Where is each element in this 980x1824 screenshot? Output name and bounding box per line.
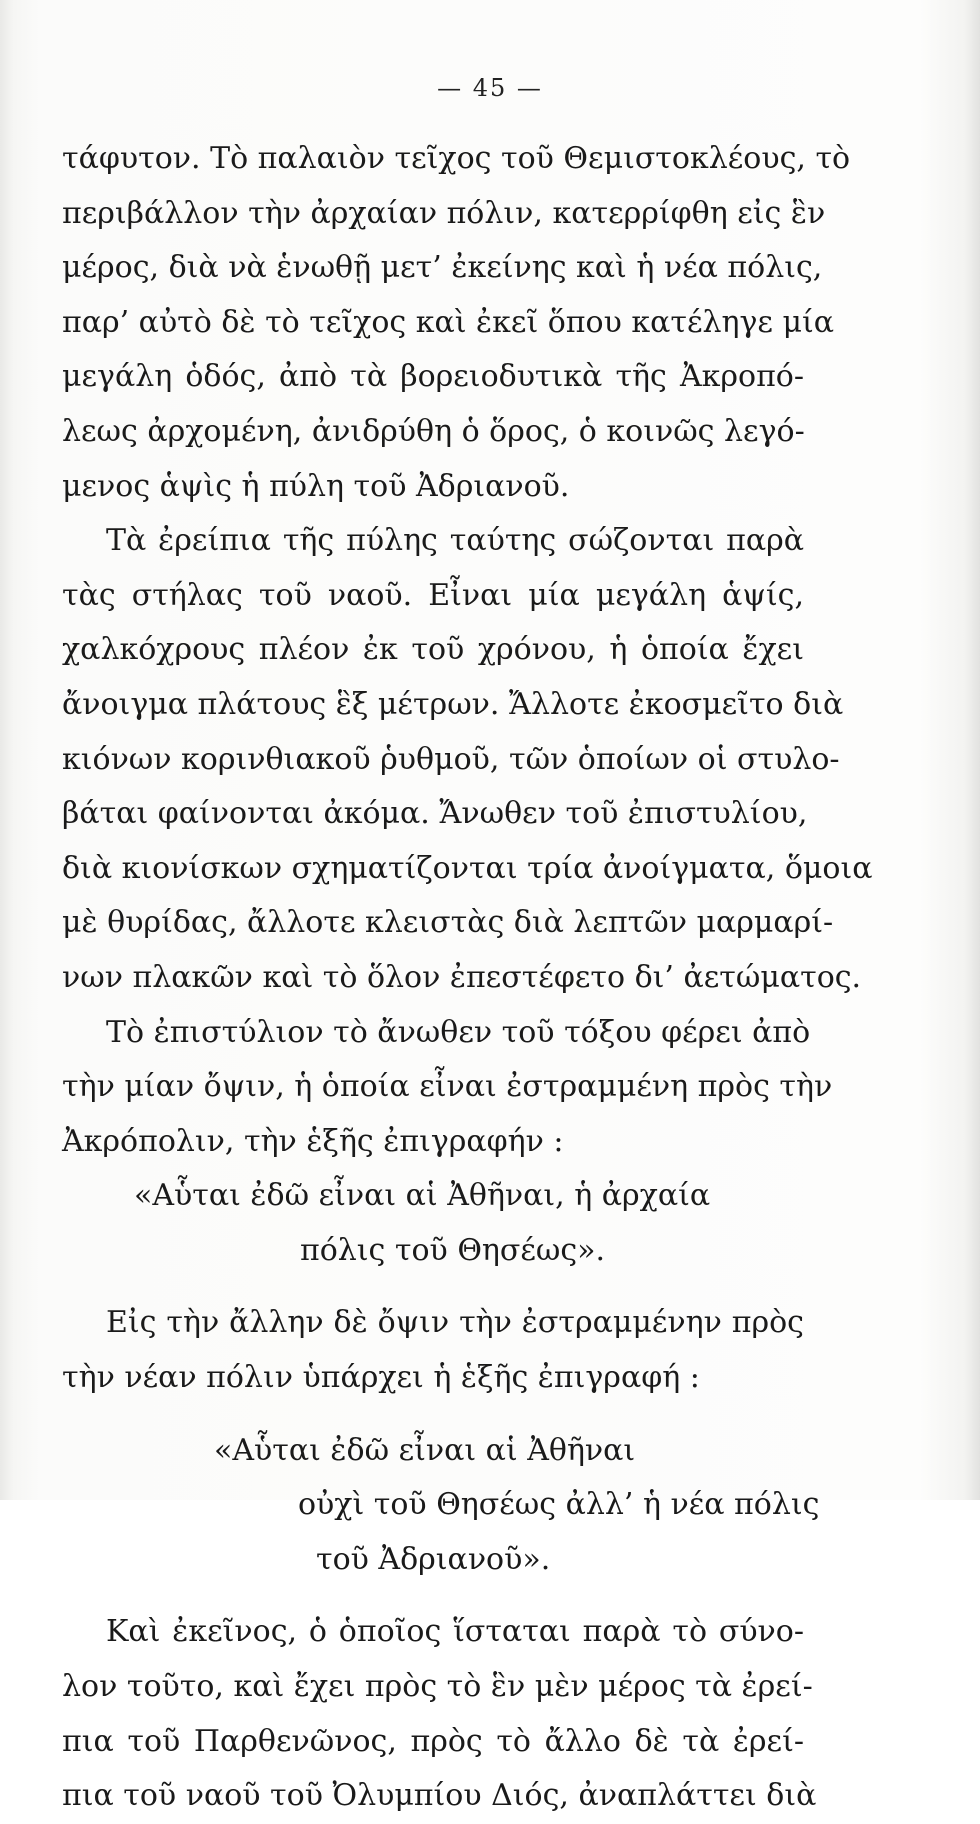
text-line: Τὰ ἐρείπια τῆς πύλης ταύτης σώζονται παρὰ xyxy=(106,523,804,559)
text-line: Εἰς τὴν ἄλλην δὲ ὄψιν τὴν ἐστραμμένην πρὸς xyxy=(106,1305,804,1341)
paragraph-1 xyxy=(62,132,851,514)
inscription-1 xyxy=(62,1169,804,1278)
quote-line: τοῦ Ἀδριανοῦ». xyxy=(316,1541,551,1577)
text-line: πια τοῦ ναοῦ τοῦ Ὀλυμπίου Διός, ἀναπλάττει διὰ xyxy=(62,1778,817,1814)
text-line: βάται φαίνονται ἀκόμα. Ἄνωθεν τοῦ ἐπιστυλίου, xyxy=(62,796,808,832)
body-text xyxy=(62,132,873,1824)
spacer xyxy=(62,1278,804,1296)
inscription-2 xyxy=(62,1424,820,1588)
text-line: παρ’ αὐτὸ δὲ τὸ τεῖχος καὶ ἐκεῖ ὅπου κατέληγε μία xyxy=(62,304,835,340)
quote-line: πόλις τοῦ Θησέως». xyxy=(300,1232,606,1268)
paragraph-3 xyxy=(62,1006,833,1170)
quote-line: «Αὗται ἐδῶ εἶναι αἱ Ἀθῆναι, ἡ ἀρχαία xyxy=(134,1178,711,1214)
text-line: νων πλακῶν καὶ τὸ ὅλον ἐπεστέφετο δι’ ἀετώματος. xyxy=(62,959,862,995)
paragraph-2 xyxy=(62,514,873,1005)
text-line: λεως ἀρχομένη, ἀνιδρύθη ὁ ὅρος, ὁ κοινῶς λεγό- xyxy=(62,413,805,449)
text-line: μὲ θυρίδας, ἄλλοτε κλειστὰς διὰ λεπτῶν μαρμαρί- xyxy=(62,905,834,941)
text-line: περιβάλλον τὴν ἀρχαίαν πόλιν, κατερρίφθη εἰς ἓν xyxy=(62,195,826,231)
text-line: Καὶ ἐκεῖνος, ὁ ὁποῖος ἵσταται παρὰ τὸ σύνο- xyxy=(106,1614,804,1650)
text-line: πια τοῦ Παρθενῶνος, πρὸς τὸ ἄλλο δὲ τὰ ἐρεί- xyxy=(62,1723,804,1759)
spacer xyxy=(62,1406,804,1424)
text-line: Τὸ ἐπιστύλιον τὸ ἄνωθεν τοῦ τόξου φέρει ἀπὸ xyxy=(106,1014,811,1050)
text-line: μέρος, διὰ νὰ ἑνωθῇ μετ’ ἐκείνης καὶ ἡ νέα πόλις, xyxy=(62,250,823,286)
spacer xyxy=(62,1587,804,1605)
text-line: μενος ἁψὶς ἡ πύλη τοῦ Ἀδριανοῦ. xyxy=(62,468,570,504)
paragraph-5 xyxy=(62,1605,817,1823)
text-line: κιόνων κορινθιακοῦ ῥυθμοῦ, τῶν ὁποίων οἱ στυλο- xyxy=(62,741,840,777)
text-line: τὴν μίαν ὄψιν, ἡ ὁποία εἶναι ἐστραμμένη πρὸς τὴν xyxy=(62,1069,833,1105)
quote-line: οὐχὶ τοῦ Θησέως ἀλλ’ ἡ νέα πόλις xyxy=(298,1487,820,1523)
text-line: τάφυτον. Τὸ παλαιὸν τεῖχος τοῦ Θεμιστοκλέους, τὸ xyxy=(62,141,851,176)
text-line: διὰ κιονίσκων σχηματίζονται τρία ἀνοίγματα, ὅμοια xyxy=(62,850,873,886)
text-line: λον τοῦτο, καὶ ἔχει πρὸς τὸ ἓν μὲν μέρος τὰ ἐρεί- xyxy=(62,1669,813,1705)
text-line: τὰς στήλας τοῦ ναοῦ. Εἶναι μία μεγάλη ἁψίς, xyxy=(62,577,804,613)
text-line: ἄνοιγμα πλάτους ἓξ μέτρων. Ἄλλοτε ἐκοσμεῖτο διὰ xyxy=(62,686,844,722)
text-line: Ἀκρόπολιν, τὴν ἑξῆς ἐπιγραφήν : xyxy=(62,1123,564,1159)
quote-line: «Αὗται ἐδῶ εἶναι αἱ Ἀθῆναι xyxy=(214,1432,636,1468)
page-number: — 45 — xyxy=(437,74,543,102)
text-line: τὴν νέαν πόλιν ὑπάρχει ἡ ἑξῆς ἐπιγραφή : xyxy=(62,1360,700,1396)
paragraph-4 xyxy=(62,1296,804,1405)
text-line: χαλκόχρους πλέον ἐκ τοῦ χρόνου, ἡ ὁποία ἔχει xyxy=(62,632,804,668)
text-line: μεγάλη ὁδός, ἀπὸ τὰ βορειοδυτικὰ τῆς Ἀκροπό- xyxy=(62,359,804,395)
